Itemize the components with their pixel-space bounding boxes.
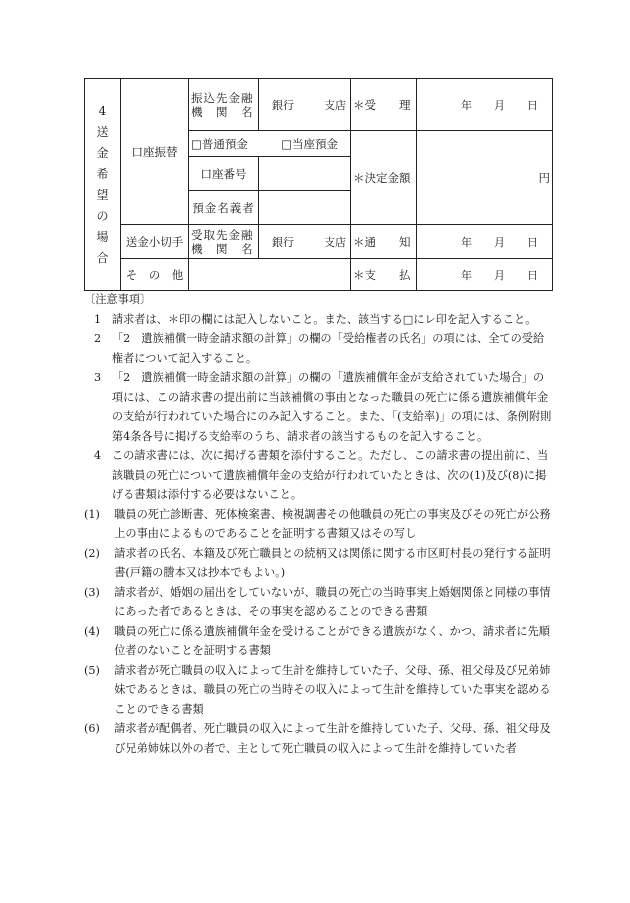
section-4-title: 4 送 金 希 望 の 場 合 — [85, 79, 121, 291]
kettei-amount-field[interactable]: 円 — [417, 131, 553, 225]
note-subitem: (3) 請求者が、婚姻の届出をしていないが、職員の死亡の当時事実上婚姻関係と同様の事情にあった者であるときは、その事実を認めることのできる書類 — [84, 585, 551, 618]
uketori-bank-field[interactable]: 銀行 支店 — [259, 225, 351, 259]
section-number: 4 — [98, 103, 107, 118]
note-item: 4 この請求書には、次に掲げる書類を添付すること。ただし、この請求書の提出前に、当該職員の死亡について遺族補償年金の支給が行われていたときは、次の(1)及び(8)に掲げる書類は添付する必要はないこと。 — [94, 449, 549, 501]
toza-checkbox[interactable]: □当座預金 — [281, 136, 339, 151]
remittance-table — [84, 78, 553, 291]
sonota-label: そ の 他 — [121, 259, 189, 291]
notes-section — [84, 290, 554, 758]
note-item: 3 「2 遺族補償一時金請求額の計算」の欄の「遺族補償年金が支給されていた場合」の項には、この請求書の提出前に当該補償の事由となった職員の死亡に係る遺族補償年金の支給が行われていた場合にのみ記入すること。また、「(支給率)」の項には、条例附則第4条各号に掲げる支給率のうち、請求者の該当するものを記入すること。 — [94, 371, 552, 443]
futsu-checkbox[interactable]: □普通預金 — [191, 136, 248, 151]
juri-date-field[interactable]: 年 月 日 — [417, 79, 553, 131]
shiharai-date-field[interactable]: 年 月 日 — [417, 259, 553, 291]
note-item: 1 請求者は、＊印の欄には記入しないこと。また、該当する□にレ印を記入すること。 — [94, 312, 537, 326]
note-subitem: (2) 請求者の氏名、本籍及び死亡職員との続柄又は関係に関する市区町村長の発行する証明書(戸籍の謄本又は抄本でもよい。) — [84, 546, 551, 579]
note-subitem: (6) 請求者が配偶者、死亡職員の収入によって生計を維持していた子、父母、孫、祖父母及び兄弟姉妹以外の者で、主として死亡職員の収入によって生計を維持していた者 — [84, 722, 551, 755]
notes-title: 〔注意事項〕 — [84, 293, 152, 306]
note-subitem: (1) 職員の死亡診断書、死体検案書、検視調書その他職員の死亡の事実及びその死亡が公務上の事由によるものであることを証明する書類又はその写し — [84, 507, 551, 540]
note-item: 2 「2 遺族補償一時金請求額の計算」の欄の「受給権者の氏名」の項には、全ての受給権者について記入すること。 — [94, 332, 545, 365]
koza-bango-field[interactable] — [259, 157, 351, 191]
note-subitem: (4) 職員の死亡に係る遺族補償年金を受けることができる遺族がなく、かつ、請求者に先順位者のないことを証明する書類 — [84, 624, 550, 657]
kettei-label: ＊決定金額 — [351, 131, 417, 225]
juri-label: ＊受 理 — [351, 79, 417, 131]
kogitte-label: 送金小切手 — [121, 225, 189, 259]
meigi-field[interactable] — [259, 191, 351, 225]
furikomi-bank-field[interactable]: 銀行 支店 — [259, 79, 351, 131]
account-type-field[interactable] — [189, 131, 351, 157]
uketori-bank-label: 受取先金融 機 関 名 — [189, 225, 259, 259]
furikomi-bank-label: 振込先金融 機 関 名 — [189, 79, 259, 131]
shiharai-label: ＊支 払 — [351, 259, 417, 291]
sonota-field[interactable] — [189, 259, 351, 291]
koza-furikae-label: 口座振替 — [121, 79, 189, 225]
meigi-label: 預金名義者 — [189, 191, 259, 225]
koza-bango-label: 口座番号 — [189, 157, 259, 191]
tsuchi-date-field[interactable]: 年 月 日 — [417, 225, 553, 259]
note-subitem: (5) 請求者が死亡職員の収入によって生計を維持していた子、父母、孫、祖父母及び兄弟姉妹であるときは、職員の死亡の当時その収入によって生計を維持していた事実を認めることのできる書類 — [84, 663, 551, 716]
tsuchi-label: ＊通 知 — [351, 225, 417, 259]
